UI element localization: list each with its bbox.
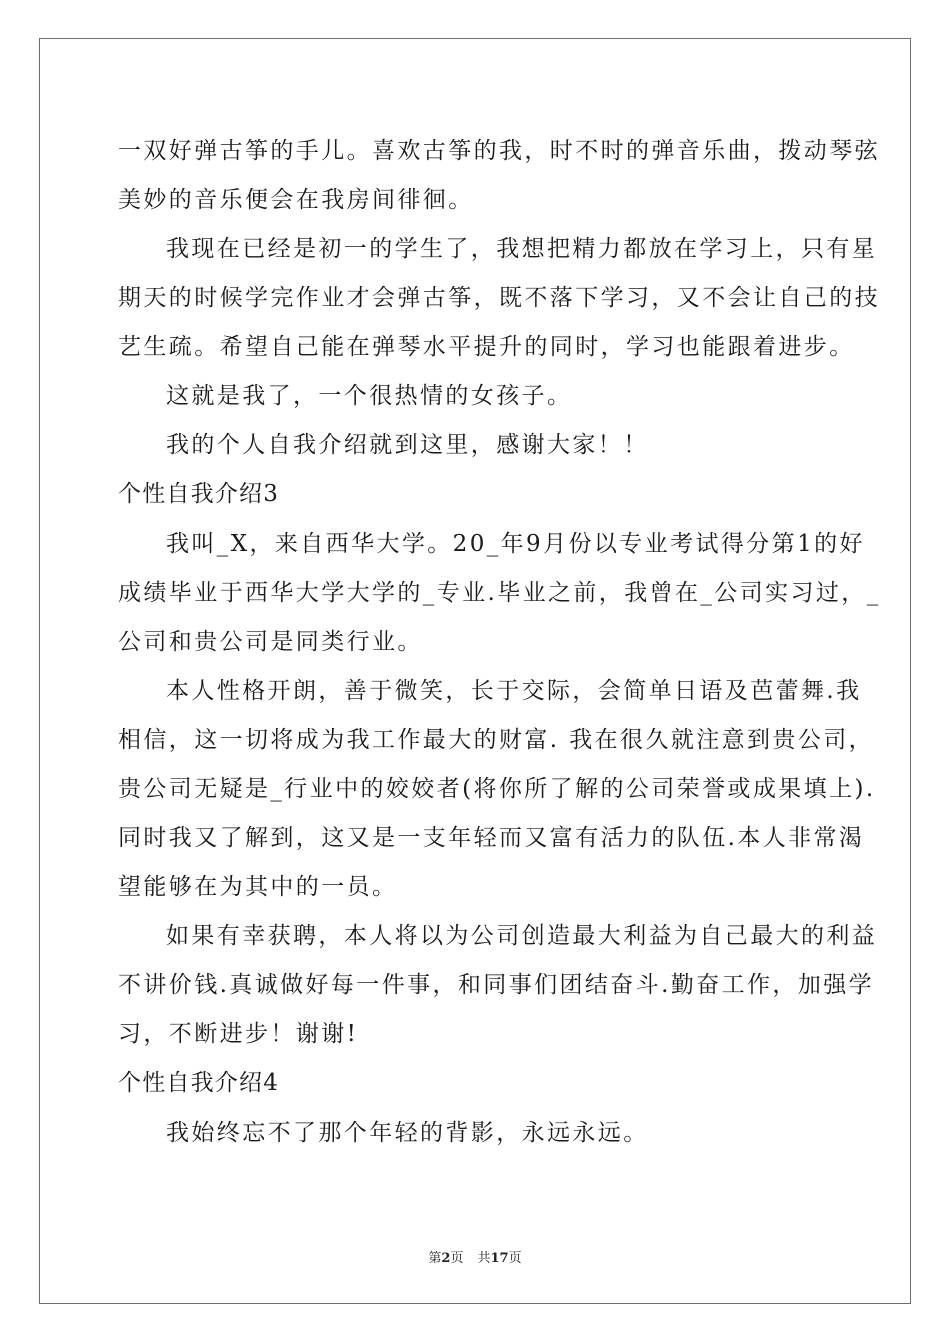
paragraph-start: 这就是我了，一个很热情的女孩子。 — [166, 383, 573, 409]
paragraph-start: 我现在已经是初一的学生了，我想把精力都放在学习上，只有星 — [166, 236, 878, 262]
paragraph-start: 本人性格开朗，善于微笑，长于交际，会简单日语及芭蕾舞.我 — [166, 678, 862, 704]
text-line: 艺生疏。希望自己能在弹琴水平提升的同时，学习也能跟着进步。 — [118, 334, 855, 360]
text-line: 期天的时候学完作业才会弹古筝，既不落下学习，又不会让自己的技 — [118, 285, 880, 311]
text-line: 成绩毕业于西华大学大学的_专业.毕业之前，我曾在_公司实习过，_ — [118, 580, 881, 606]
page-prefix: 第 — [428, 1251, 442, 1266]
section-heading: 个性自我介绍4 — [118, 1070, 280, 1096]
paragraph-start: 我始终忘不了那个年轻的背影，永远永远。 — [166, 1120, 649, 1146]
paragraph-start: 我叫_X，来自西华大学。20_年9月份以专业考试得分第1的好 — [166, 531, 865, 557]
text-line: 相信，这一切将成为我工作最大的财富. 我在很久就注意到贵公司， — [118, 727, 875, 753]
document-body — [118, 127, 881, 1158]
section-heading: 个性自我介绍3 — [118, 481, 280, 507]
total-suffix: 页 — [508, 1251, 522, 1266]
total-prefix: 共 — [477, 1251, 491, 1266]
text-line: 美妙的音乐便会在我房间徘徊。 — [118, 187, 474, 213]
page-number: 2 — [441, 1251, 451, 1266]
page-footer — [0, 1247, 950, 1266]
text-line: 公司和贵公司是同类行业。 — [118, 629, 423, 655]
paragraph-start: 我的个人自我介绍就到这里，感谢大家！！ — [166, 432, 649, 458]
page-suffix: 页 — [450, 1251, 464, 1266]
text-line: 贵公司无疑是_行业中的姣姣者(将你所了解的公司荣誉或成果填上). — [118, 776, 876, 802]
total-pages: 17 — [490, 1251, 509, 1266]
text-line: 一双好弹古筝的手儿。喜欢古筝的我，时不时的弹音乐曲，拨动琴弦 — [118, 138, 880, 164]
paragraph-start: 如果有幸获聘，本人将以为公司创造最大利益为自己最大的利益 — [166, 923, 878, 949]
text-line: 望能够在为其中的一员。 — [118, 874, 398, 900]
text-line: 习，不断进步！谢谢! — [118, 1021, 359, 1047]
text-line: 同时我又了解到，这又是一支年轻而又富有活力的队伍.本人非常渴 — [118, 825, 865, 851]
text-line: 不讲价钱.真诚做好每一件事，和同事们团结奋斗.勤奋工作，加强学 — [118, 972, 875, 998]
